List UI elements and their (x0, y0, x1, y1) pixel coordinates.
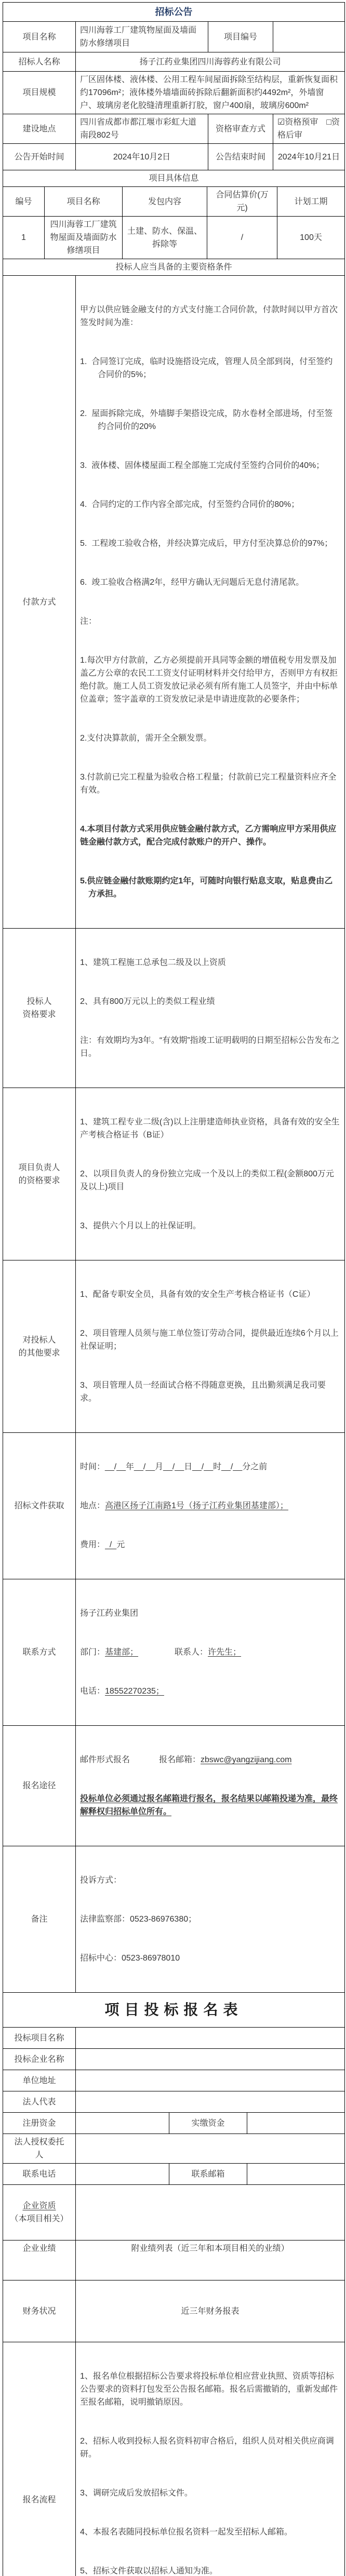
col-header-no: 编号 (3, 187, 45, 217)
contact-email-value-cell (247, 2164, 345, 2185)
bidder-qualification-label-line: 资格要求 (7, 1008, 71, 1021)
tenderee-value: 扬子江药业集团四川海蓉药业有限公司 (76, 52, 345, 72)
pre-review-option: 资格预审 (285, 118, 318, 127)
start-time-label: 公告开始时间 (3, 144, 76, 170)
company-qualification-label (3, 2185, 76, 2240)
tenderee-label: 招标人名称 (3, 52, 76, 72)
remark-line: 法律监察部：0523-86976380； (80, 1913, 340, 1926)
row-project-name: 四川海蓉工厂建筑物屋面及墙面防水修缮项目 (45, 217, 123, 259)
location-label: 建设地点 (3, 114, 76, 144)
payment-item: 1. 合同签订完成，临时设施搭设完成，管理人员全部到岗，付至签约合同价的5%； (80, 355, 340, 381)
remark-line: 投诉方式： (80, 1874, 340, 1887)
obtain-fee-value: / (105, 1540, 116, 1549)
authorized-agent-label-line: 法人授权委托 (7, 2136, 71, 2149)
bid-project-name-label: 投标项目名称 (3, 2028, 76, 2049)
contact-phone-value-cell (76, 2164, 169, 2185)
bidder-qualification-label (3, 929, 76, 1088)
qualification-section-title: 投标人应当具备的主要资格条件 (3, 259, 345, 276)
company-performance-value: 附业绩列表（近三年和本项目相关的业绩） (76, 2240, 345, 2280)
payment-item: 6. 竣工验收合格满2年，经甲方确认无问题后无息付清尾款。 (80, 576, 340, 589)
payment-note: 2.支付决算款前，需开全全额发票。 (80, 732, 340, 745)
contact-phone-prefix: 电话： (80, 1687, 105, 1696)
payment-note: 3.付款前已完工程量为验收合格工程量；付款前已完工程量资料应齐全有效。 (80, 771, 340, 797)
project-scale-label: 项目规模 (3, 72, 76, 114)
payment-method-label: 付款方式 (3, 276, 76, 929)
row-estimated-price: / (207, 217, 277, 259)
registered-capital-label: 注册资金 (3, 2113, 76, 2134)
col-header-duration: 计划工期 (277, 187, 345, 217)
payment-method-content (76, 276, 345, 929)
payment-note-bold: 4.本项目付款方式采用供应链金融付款方式，乙方需响应甲方采用供应链金融付款方式，配合完成付款账户的开户、操作。 (80, 823, 340, 849)
contact-phone-value: 18552270235； (105, 1687, 164, 1696)
manager-qualification-label-line: 项目负责人 (7, 1161, 71, 1174)
contact-dept-line (80, 1646, 340, 1659)
bidder-qualification-label-line: 投标人 (7, 995, 71, 1008)
contact-person-value: 许先生； (208, 1648, 241, 1657)
payment-intro: 甲方以供应链金融支付的方式支付施工合同价款，付款时间以甲方首次签发时间为准： (80, 303, 340, 329)
signup-email-prefix: 报名邮箱： (159, 1755, 201, 1764)
document-obtain-content (76, 1433, 345, 1579)
signup-method-line (80, 1753, 340, 1766)
bid-project-name-value-cell (76, 2028, 345, 2049)
signup-process-line: 3、调研完成后发放招标文件。 (80, 2487, 340, 2500)
remark-content (76, 1846, 345, 1993)
document-obtain-label: 招标文件获取 (3, 1433, 76, 1579)
project-scale-value: 厂区固体楼、液体楼、公用工程车间屋面拆除至结构层，重新恢复面积约17096m²；液体楼外墙墙面砖拆除后翻新面积约4492m²，外墙窗户、玻璃房老化胶缝清理重新打胶，窗户400扇，玻璃房600m² (76, 72, 345, 114)
signup-process-line: 5、招标文件获取以招标人通知为准。 (80, 2565, 340, 2576)
other-requirements-label-line: 的其他要求 (7, 1347, 71, 1360)
contact-label: 联系方式 (3, 1579, 76, 1726)
detail-section-title: 项目具体信息 (3, 170, 345, 187)
other-requirement-line: 1、配备专职安全员，具备有效的安全生产考核合格证书（C证） (80, 1288, 340, 1301)
contact-person-prefix: 联系人： (175, 1648, 208, 1657)
signup-channel-content (76, 1726, 345, 1846)
obtain-time-line: 时间：__/__年__/__月__/__日__/__时__/__分之前 (80, 1460, 340, 1473)
project-no-value (273, 22, 345, 52)
signup-notice: 投标单位必须通过报名邮箱进行报名，报名结果以邮箱投递为准，最终解释权归招标单位所有。 (80, 1792, 340, 1818)
contact-phone-line (80, 1685, 340, 1698)
manager-qualification-label (3, 1088, 76, 1260)
obtain-location-line (80, 1499, 340, 1512)
col-header-name: 项目名称 (45, 187, 123, 217)
row-planned-duration: 100天 (277, 217, 345, 259)
signup-process-content (76, 2342, 345, 2576)
other-requirement-line: 3、项目管理人员一经面试合格不得随意更换，且出勤须满足我司要求。 (80, 1379, 340, 1405)
post-review-checkbox-empty-icon: □ (326, 118, 331, 127)
bid-company-name-label: 投标企业名称 (3, 2049, 76, 2070)
table-row (3, 217, 345, 259)
other-requirements-content (76, 1260, 345, 1433)
other-requirement-line: 2、项目管理人员须与施工单位签订劳动合同，提供最近连续6个月以上社保证明； (80, 1327, 340, 1353)
manager-qualification-line: 1、建筑工程专业二级(含)以上注册建造师执业资格，具备有效的安全生产考核合格证书（B证） (80, 1116, 340, 1142)
row-no: 1 (3, 217, 45, 259)
start-time-value: 2024年10月2日 (76, 144, 208, 170)
end-time-label: 公告结束时间 (208, 144, 273, 170)
company-qualification-label-line: 企业资质 (7, 2199, 71, 2212)
payment-item: 3. 液体楼、固体楼屋面工程全部施工完成付至签约合同价的40%； (80, 459, 340, 472)
signup-process-line: 4、本报名表随同投标单位报名资料一起发至招标人邮箱。 (80, 2526, 340, 2539)
registered-capital-value-cell (76, 2113, 169, 2134)
manager-qualification-line: 2、以项目负责人的身份独立完成一个及以上的类似工程(金额800万元及以上)项目 (80, 1168, 340, 1193)
project-name-value: 四川海蓉工厂建筑物屋面及墙面防水修缮项目 (76, 22, 208, 52)
row-contract-content: 土建、防水、保温、拆除等 (123, 217, 207, 259)
bidder-qualification-line: 1、建筑工程施工总承包二级及以上资质 (80, 956, 340, 969)
project-detail-table (3, 186, 345, 276)
signup-method: 邮件形式报名 (80, 1755, 130, 1764)
manager-qualification-label-line: 的资格要求 (7, 1174, 71, 1187)
contact-content (76, 1579, 345, 1726)
payment-item: 4. 合同约定的工作内容全部完成，付至签约合同价的80%； (80, 498, 340, 511)
project-no-label: 项目编号 (208, 22, 273, 52)
form-title: 项目投标报名表 (3, 1993, 345, 2028)
obtain-fee-line (80, 1538, 340, 1551)
signup-process-label: 报名流程 (3, 2342, 76, 2576)
review-method-value (273, 114, 345, 144)
tender-announcement-document (3, 2, 343, 2576)
manager-qualification-line: 3、提供六个月以上的社保证明。 (80, 1219, 340, 1232)
obtain-location-value: 高港区扬子江南路1号（扬子江药业集团基建部）； (105, 1501, 288, 1510)
contact-email-label: 联系邮箱 (169, 2164, 247, 2185)
authorized-agent-value-cell (76, 2134, 345, 2164)
basic-info-table (3, 2, 345, 187)
authorized-agent-label-line: 人 (7, 2149, 71, 2162)
company-address-value-cell (76, 2070, 345, 2091)
payment-item: 5. 工程竣工验收合格，并经决算完成后，甲方付至决算总价的97%； (80, 537, 340, 550)
remark-line: 招标中心：0523-86978010 (80, 1952, 340, 1965)
company-qualification-value-cell (76, 2185, 345, 2240)
bid-signup-form-table (3, 1992, 345, 2576)
signup-channel-label: 报名途径 (3, 1726, 76, 1846)
pre-review-checkbox-checked-icon: ☑ (277, 118, 285, 127)
payment-item: 2. 屋面拆除完成，外墙脚手架搭设完成，防水卷材全部进场，付至签约合同价的20% (80, 407, 340, 433)
company-address-label: 单位地址 (3, 2070, 76, 2091)
contact-phone-label: 联系电话 (3, 2164, 76, 2185)
end-time-value: 2024年10月21日 (273, 144, 345, 170)
signup-email-address: zbswc@yangzijiang.com (201, 1755, 291, 1764)
col-header-content: 发包内容 (123, 187, 207, 217)
paid-capital-label: 实缴资金 (169, 2113, 247, 2134)
remark-label: 备注 (3, 1846, 76, 1993)
obtain-fee-prefix: 费用： (80, 1540, 105, 1549)
financial-status-value: 近三年财务报表 (76, 2280, 345, 2342)
company-performance-label: 企业业绩 (3, 2240, 76, 2280)
contact-dept-prefix: 部门： (80, 1648, 105, 1657)
project-name-label: 项目名称 (3, 22, 76, 52)
bidder-qualification-line: 注：有效期均为3年。“有效期”指竣工证明载明的日期至招标公告发布之日。 (80, 1034, 340, 1060)
manager-qualification-content (76, 1088, 345, 1260)
obtain-location-prefix: 地点： (80, 1501, 105, 1510)
other-requirements-label-line: 对投标人 (7, 1334, 71, 1347)
post-review-option: 资格后审 (277, 118, 340, 140)
payment-note-bold: 5.供应链金融付款账期约定1年，可随时向银行贴息支取，贴息费由乙方承担。 (80, 875, 340, 901)
company-qualification-label-line: （本项目相关） (7, 2212, 71, 2225)
page-title: 招标公告 (3, 3, 345, 22)
legal-representative-value-cell (76, 2091, 345, 2113)
payment-note: 1.每次甲方付款前，乙方必须提前开具同等金额的增值税专用发票及加盖乙方公章的农民工工资支付证明材料并交付给甲方，否则甲方有权拒绝付款。施工人员工资发放记录必须有所有施工人员签字，并由中标单位盖章；签字盖章的工资发放记录是申请进度款的必要条件； (80, 654, 340, 706)
payment-note-head: 注： (80, 615, 340, 628)
col-header-price: 合同估算价(万元) (207, 187, 277, 217)
bidder-qualification-content (76, 929, 345, 1088)
signup-process-line: 1、报名单位根据招标公告要求将投标单位相应营业执照、资质等招标公告要求的资料打包发至公告报名邮箱。报名后需撤销的，重新发邮件至报名邮箱，说明撤销原因。 (80, 2370, 340, 2409)
contact-dept-value: 基建部； (105, 1648, 138, 1657)
requirements-table (3, 275, 345, 1993)
financial-status-label: 财务状况 (3, 2280, 76, 2342)
bidder-qualification-line: 2、具有800万元以上的类似工程业绩 (80, 995, 340, 1008)
obtain-fee-suffix: 元 (116, 1540, 125, 1549)
review-method-label: 资格审查方式 (208, 114, 273, 144)
paid-capital-value-cell (247, 2113, 345, 2134)
bid-company-name-value-cell (76, 2049, 345, 2070)
contact-company: 扬子江药业集团 (80, 1607, 340, 1620)
location-value: 四川省成都市都江堰市彩虹大道南段802号 (76, 114, 208, 144)
signup-process-line: 2、招标人收到投标人报名资料初审合格后，组织人员对相关供应商调研。 (80, 2435, 340, 2461)
other-requirements-label (3, 1260, 76, 1433)
authorized-agent-label (3, 2134, 76, 2164)
legal-representative-label: 法人代表 (3, 2091, 76, 2113)
